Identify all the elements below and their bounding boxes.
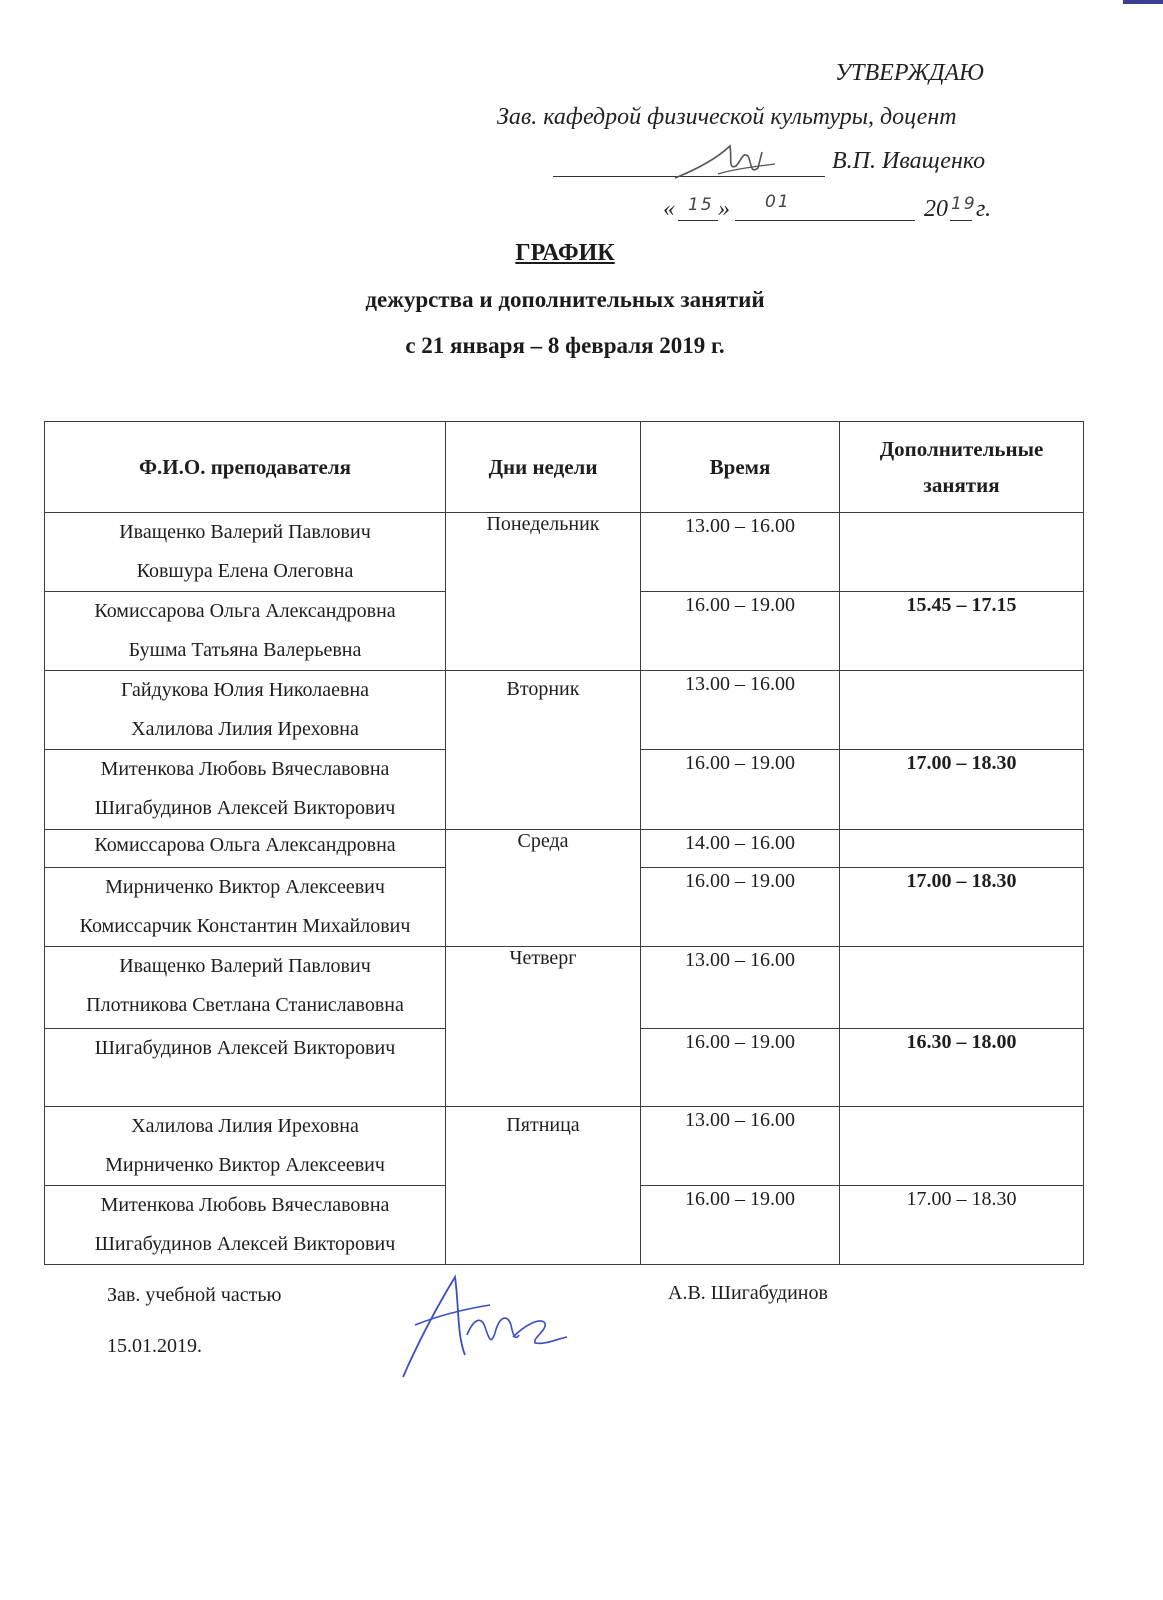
- approval-date-year-end: г.: [976, 196, 992, 222]
- names-cell: [45, 1107, 446, 1186]
- approval-date-year-line: [950, 220, 972, 221]
- teacher-name: Комиссарова Ольга Александровна: [94, 600, 396, 622]
- extra-cell: 16.30 – 18.00: [840, 1029, 1084, 1107]
- teacher-name: Шигабудинов Алексей Викторович: [94, 1233, 396, 1255]
- day-cell: Вторник: [446, 671, 641, 830]
- extra-cell: [840, 830, 1084, 868]
- table-row: [45, 830, 1084, 868]
- names-cell: [45, 671, 446, 750]
- teacher-name: Ковшура Елена Олеговна: [136, 560, 354, 582]
- teacher-name: Плотникова Светлана Станиславовна: [86, 994, 404, 1016]
- extra-cell: 17.00 – 18.30: [840, 1186, 1084, 1265]
- extra-cell: 17.00 – 18.30: [840, 868, 1084, 947]
- document-period: с 21 января – 8 февраля 2019 г.: [405, 333, 725, 358]
- teacher-name: Иващенко Валерий Павлович: [119, 955, 371, 977]
- document-title: ГРАФИК: [515, 240, 615, 266]
- day-cell: Понедельник: [446, 513, 641, 671]
- table-header-row: [45, 422, 1084, 513]
- table-row: [45, 671, 1084, 750]
- time-cell: 13.00 – 16.00: [641, 513, 840, 592]
- approval-date-month-line: [735, 220, 915, 221]
- extra-cell: [840, 947, 1084, 1029]
- teacher-name: Гайдукова Юлия Николаевна: [120, 679, 370, 701]
- time-cell: 14.00 – 16.00: [641, 830, 840, 868]
- approval-signature-scribble: [670, 140, 780, 185]
- table-row: [45, 513, 1084, 592]
- names-cell: [45, 830, 446, 868]
- document-subtitle: дежурства и дополнительных занятий: [365, 287, 765, 312]
- table-row: [45, 947, 1084, 1029]
- table-row: [45, 1107, 1084, 1186]
- time-cell: 13.00 – 16.00: [641, 1107, 840, 1186]
- extra-cell: [840, 1107, 1084, 1186]
- time-cell: 16.00 – 19.00: [641, 1029, 840, 1107]
- teacher-name: Шигабудинов Алексей Викторович: [94, 797, 396, 819]
- names-cell: [45, 947, 446, 1029]
- header-extra: Дополнительные занятия: [840, 422, 1084, 513]
- time-cell: 16.00 – 19.00: [641, 592, 840, 671]
- footer-role: Зав. учебной частью: [107, 1284, 282, 1306]
- footer-date: 15.01.2019.: [107, 1335, 202, 1357]
- names-cell: [45, 868, 446, 947]
- teacher-name: Шигабудинов Алексей Викторович: [94, 1037, 396, 1059]
- names-cell: [45, 1029, 446, 1107]
- extra-cell: 17.00 – 18.30: [840, 750, 1084, 830]
- approval-date-year-prefix: 20: [924, 196, 948, 222]
- names-cell: [45, 750, 446, 830]
- teacher-name: Бушма Татьяна Валерьевна: [128, 639, 362, 661]
- time-cell: 16.00 – 19.00: [641, 1186, 840, 1265]
- names-cell: [45, 1186, 446, 1265]
- approval-date-open-quote: «: [663, 196, 675, 222]
- handwritten-signature: [395, 1265, 575, 1385]
- teacher-name: Комиссарчик Константин Михайлович: [79, 915, 411, 937]
- time-cell: 16.00 – 19.00: [641, 868, 840, 947]
- teacher-name: Мирниченко Виктор Алексеевич: [105, 1154, 385, 1176]
- teacher-name: Иващенко Валерий Павлович: [119, 521, 371, 543]
- approval-name: В.П. Иващенко: [832, 148, 986, 174]
- schedule-table: [44, 421, 1084, 1265]
- teacher-name: Халилова Лилия Иреховна: [131, 1115, 359, 1137]
- teacher-name: Митенкова Любовь Вячеславовна: [100, 758, 390, 780]
- time-cell: 13.00 – 16.00: [641, 947, 840, 1029]
- approval-position: Зав. кафедрой физической культуры, доцент: [497, 104, 957, 130]
- header-name: Ф.И.О. преподавателя: [45, 422, 446, 513]
- approval-heading: УТВЕРЖДАЮ: [835, 60, 984, 86]
- scan-corner-mark: [1123, 0, 1163, 4]
- teacher-name: Митенкова Любовь Вячеславовна: [100, 1194, 390, 1216]
- approval-date-day: 15: [688, 195, 714, 215]
- day-cell: Четверг: [446, 947, 641, 1107]
- names-cell: [45, 513, 446, 592]
- approval-date-close-quote: »: [718, 196, 730, 222]
- teacher-name: Мирниченко Виктор Алексеевич: [105, 876, 385, 898]
- teacher-name: Комиссарова Ольга Александровна: [94, 834, 396, 856]
- extra-cell: [840, 513, 1084, 592]
- approval-date-day-line: [678, 220, 718, 221]
- header-day: Дни недели: [446, 422, 641, 513]
- time-cell: 13.00 – 16.00: [641, 671, 840, 750]
- day-cell: Пятница: [446, 1107, 641, 1265]
- time-cell: 16.00 – 19.00: [641, 750, 840, 830]
- teacher-name: Халилова Лилия Иреховна: [131, 718, 359, 740]
- extra-cell: [840, 671, 1084, 750]
- names-cell: [45, 592, 446, 671]
- footer-name: А.В. Шигабудинов: [668, 1282, 828, 1304]
- day-cell: Среда: [446, 830, 641, 947]
- extra-cell: 15.45 – 17.15: [840, 592, 1084, 671]
- approval-date-year-suffix: 19: [951, 194, 977, 214]
- approval-date-month: 01: [765, 192, 791, 212]
- header-time: Время: [641, 422, 840, 513]
